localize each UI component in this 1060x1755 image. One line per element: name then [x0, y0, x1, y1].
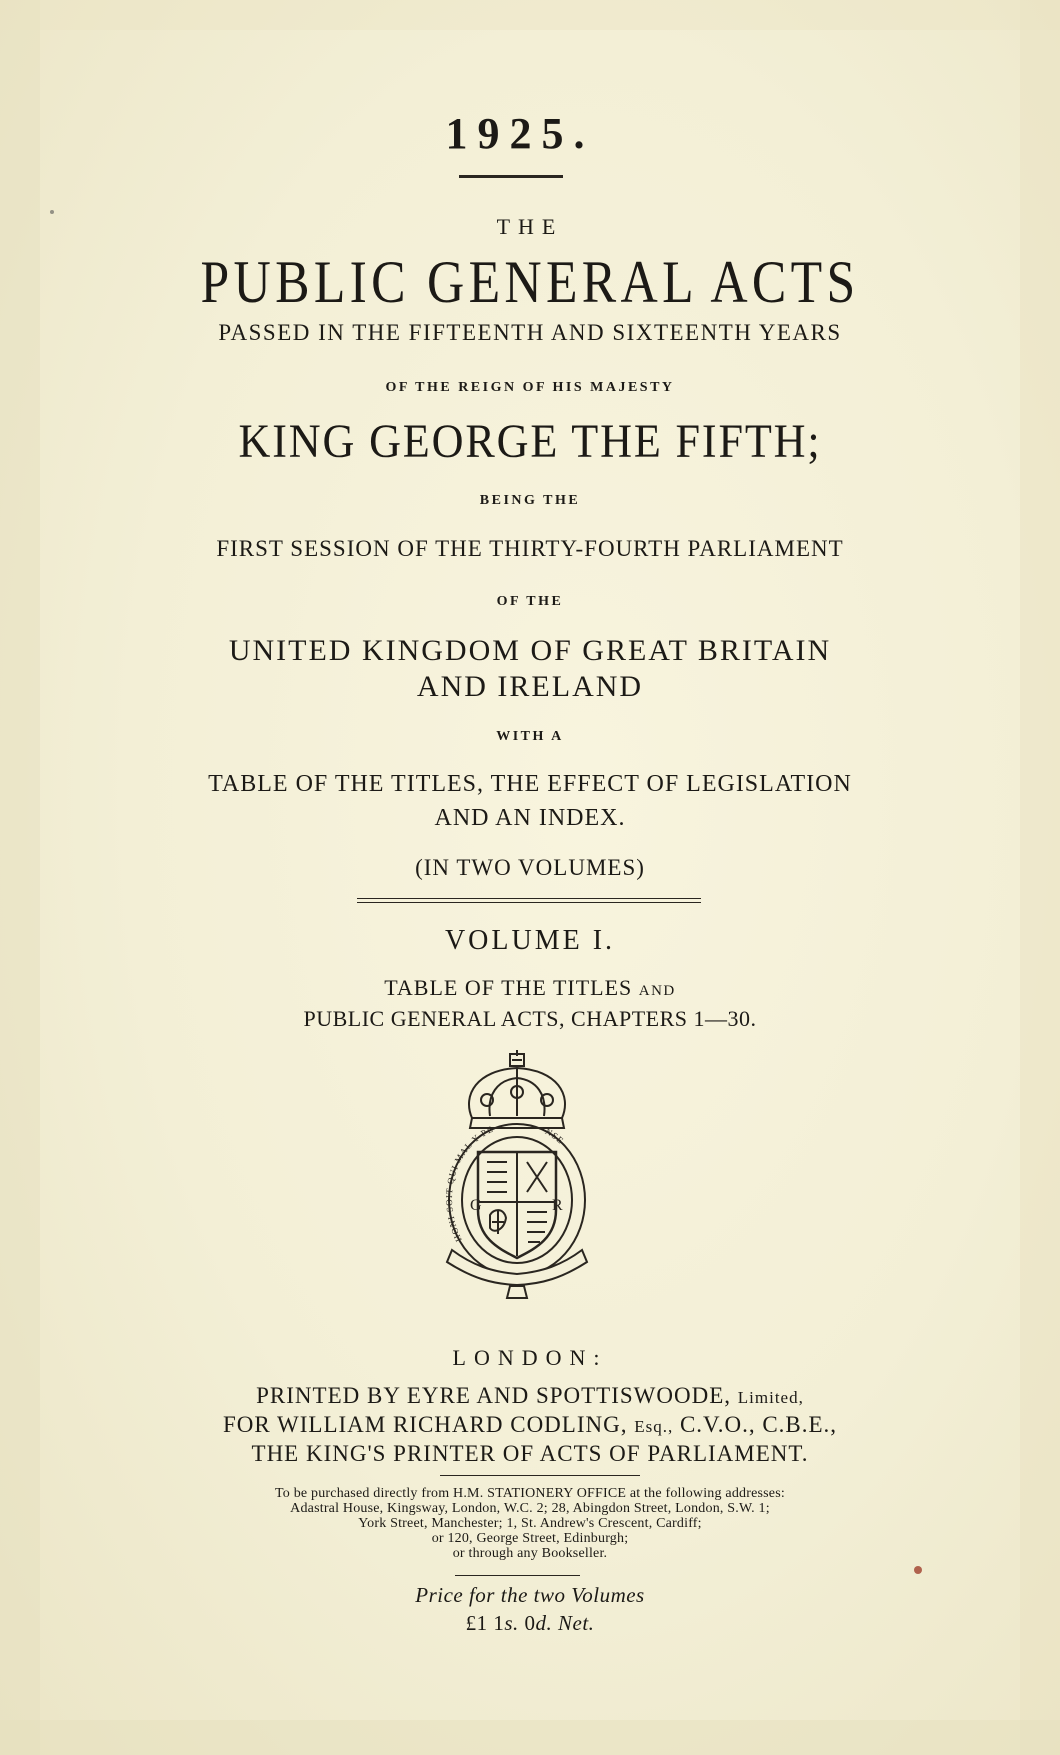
year-rule: [459, 175, 563, 178]
volume-label: VOLUME I.: [444, 925, 616, 956]
price-net: Net.: [558, 1611, 595, 1635]
price-shillings-unit: s.: [504, 1611, 519, 1635]
table-line-2: AND AN INDEX.: [434, 805, 626, 831]
contents-line-1-text: TABLE OF THE TITLES: [384, 975, 633, 1000]
purchase-notice-line: or through any Bookseller.: [452, 1546, 608, 1561]
kingdom-line-1: UNITED KINGDOM OF GREAT BRITAIN: [228, 634, 832, 667]
price-rule: [455, 1575, 580, 1576]
volume-rule-top: [357, 898, 701, 899]
session-line: FIRST SESSION OF THE THIRTY-FOURTH PARLIAMENT: [216, 536, 844, 561]
purchase-notice-line: To be purchased directly from H.M. STATIONERY OFFICE at the following addresses:: [275, 1486, 785, 1501]
kingdom-line-2: AND IRELAND: [416, 670, 644, 703]
with-a-line: WITH A: [496, 729, 564, 744]
limited-text: Limited,: [737, 1388, 804, 1407]
svg-text:G: G: [470, 1197, 482, 1214]
imprint-place: LONDON:: [452, 1345, 608, 1370]
volume-rule-bottom: [357, 902, 701, 903]
title-the: THE: [496, 214, 564, 239]
svg-text:R: R: [552, 1197, 563, 1214]
price-pence-unit: d.: [535, 1611, 553, 1635]
for-line: [0, 1413, 1060, 1436]
reign-line: OF THE REIGN OF HIS MAJESTY: [385, 380, 675, 395]
purchase-notice-line: or 120, George Street, Edinburgh;: [431, 1531, 629, 1546]
royal-coat-of-arms-icon: [432, 1050, 602, 1300]
price-pounds: £1 1: [465, 1611, 505, 1635]
being-line: BEING THE: [479, 493, 581, 508]
esq-text: Esq.,: [634, 1417, 674, 1436]
purchase-notice-line: York Street, Manchester; 1, St. Andrew's Crescent, Cardiff;: [358, 1516, 702, 1531]
imprint-rule: [440, 1475, 640, 1476]
svg-text:HONI SOIT QUI MAL Y PENSE: HONI SOIT QUI MAL Y PENSE: [443, 1123, 567, 1244]
contents-line-1: [0, 977, 1060, 999]
printed-by-line: [0, 1384, 1060, 1407]
king-line: KING GEORGE THE FIFTH;: [238, 415, 822, 468]
publication-year: 1925.: [445, 109, 595, 158]
purchase-notice-line: Adastral House, Kingsway, London, W.C. 2; 28, Abingdon Street, London, S.W. 1;: [290, 1501, 770, 1516]
printer-line: THE KING'S PRINTER OF ACTS OF PARLIAMENT.: [251, 1441, 809, 1466]
contents-line-1-and: AND: [638, 983, 676, 999]
of-the-line: OF THE: [496, 594, 564, 609]
price-pence: 0: [524, 1611, 536, 1635]
contents-line-2: PUBLIC GENERAL ACTS, CHAPTERS 1—30.: [303, 1006, 757, 1031]
volumes-note: (IN TWO VOLUMES): [415, 855, 645, 880]
printed-by-text: PRINTED BY EYRE AND SPOTTISWOODE,: [256, 1383, 732, 1408]
price-amount: [0, 1613, 1060, 1634]
main-title: PUBLIC GENERAL ACTS: [200, 249, 860, 315]
for-text: FOR WILLIAM RICHARD CODLING,: [222, 1412, 628, 1437]
table-line-1: TABLE OF THE TITLES, THE EFFECT OF LEGISLATION: [208, 771, 852, 797]
passed-line: PASSED IN THE FIFTEENTH AND SIXTEENTH YEARS: [218, 320, 842, 345]
honours-text: C.V.O., C.B.E.,: [679, 1412, 838, 1437]
price-label: Price for the two Volumes: [415, 1583, 645, 1607]
